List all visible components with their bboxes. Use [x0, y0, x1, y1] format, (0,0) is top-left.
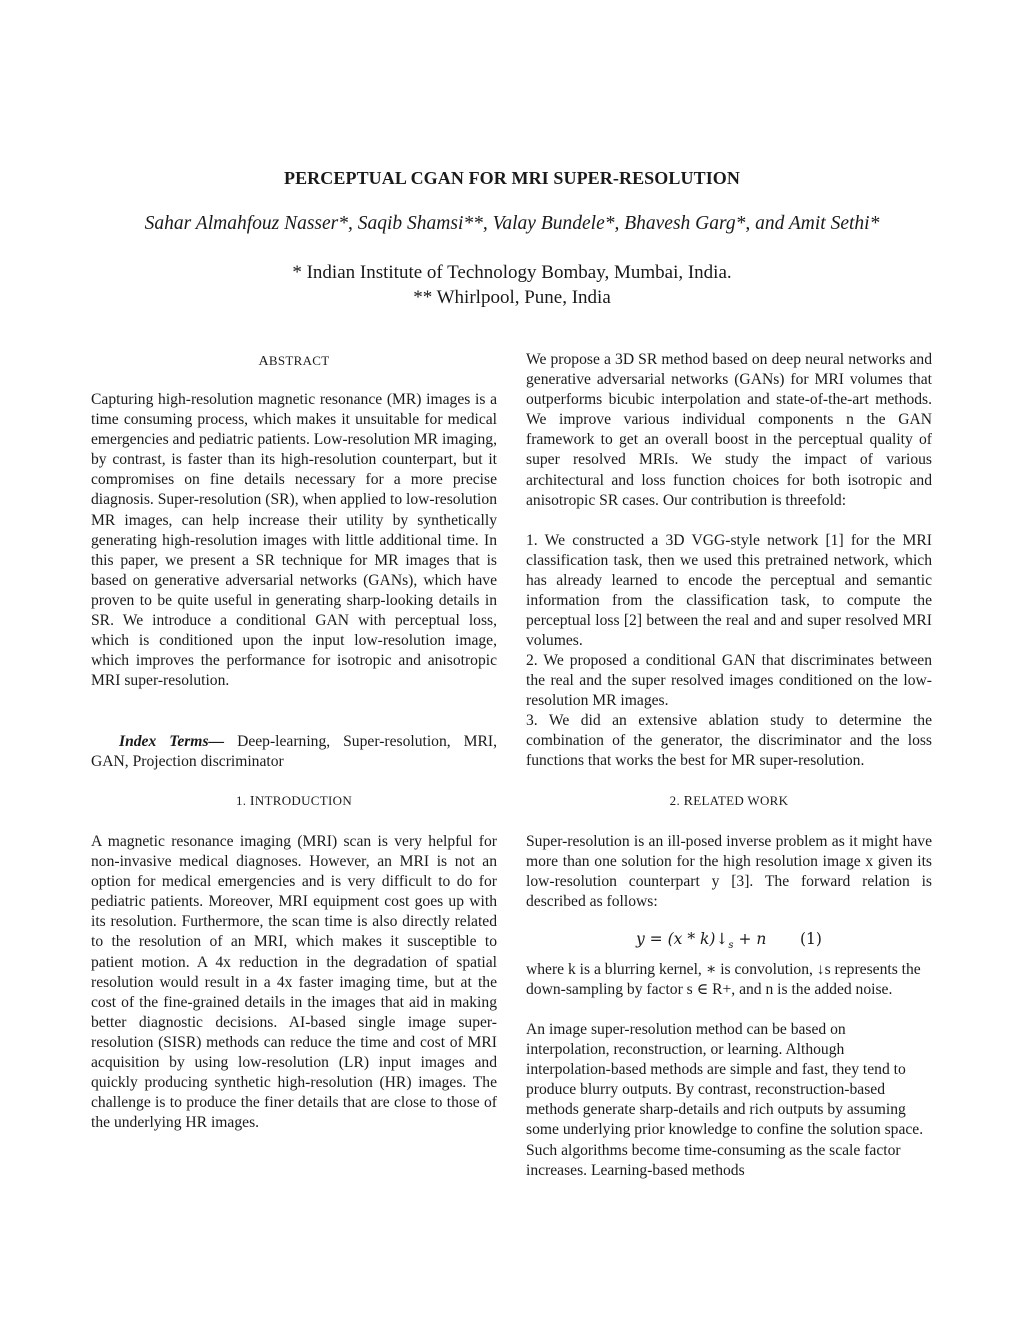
abstract-heading	[91, 353, 497, 370]
index-terms-list: Deep-learning, Super-resolution, MRI, GAN, Projection discriminator	[91, 733, 497, 771]
equation-number: (1)	[800, 930, 822, 948]
affiliation-1: * Indian Institute of Technology Bombay, Mumbai, India.	[292, 262, 732, 283]
related-work-text-1: Super-resolution is an ill-posed inverse problem as it might have more than one solution for the high resolution image x given its low-resolution counterpart y [3]. The forward relation is described as follows:	[526, 833, 932, 911]
author-list: Sahar Almahfouz Nasser*, Saqib Shamsi**, Valay Bundele*, Bhavesh Garg*, and Amit Sethi*	[144, 213, 880, 234]
introduction-text: A magnetic resonance imaging (MRI) scan is very helpful for non-invasive medical diagnoses. However, an MRI is not an option for medical emergencies and is very difficult to do for pediatric patients. Moreover, MRI equipment cost goes up with its resolution. Furthermore, the scan time is also directly related to the resolution of an MRI, which makes it susceptible to patient motion. A 4x reduction in the degradation of spatial resolution would result in a 4x faster imaging time, but at the cost of the fine-grained details in the images that aid in making better diagnostic decisions. AI-based single image super-resolution (SISR) methods can reduce the time and cost of MRI acquisition by using low-resolution (LR) input images and quickly producing synthetic high-resolution (HR) images. The challenge is to produce the finer details that are close to those of the underlying HR images.	[91, 833, 497, 1132]
contribution-intro: We propose a 3D SR method based on deep neural networks and generative adversarial networks (GANs) for MRI volumes that outperforms bicubic interpolation and state-of-the-art methods. We improve various individual components n the GAN framework to get an overall boost in the perceptual quality of super resolved MRIs. We study the impact of various architectural and loss function choices for both isotropic and anisotropic SR cases. Our contribution is threefold:	[526, 351, 932, 509]
related-work-heading-rest: ELATED WORK	[693, 793, 789, 808]
abstract-heading-rest: BSTRACT	[268, 353, 330, 368]
index-terms-label: Index Terms—	[119, 733, 225, 750]
abstract-heading-initial: A	[258, 354, 269, 369]
contribution-item-1: 1. We constructed a 3D VGG-style network [1] for the MRI classification task, then we used this pretrained network, which has already learned to encode the perceptual and semantic information from the classification task, to compute the perceptual loss [2] between the real and and super resolved MRI volumes.	[526, 532, 932, 650]
related-work-heading-initial: R	[683, 794, 694, 809]
equation-rhs: + n	[733, 930, 767, 948]
affiliation-2: ** Whirlpool, Pune, India	[413, 287, 611, 308]
related-work-text-3: An image super-resolution method can be based on interpolation, reconstruction, or learning. Although interpolation-based methods are simple and fast, they tend to produce blurry outputs. By contrast, reconstruction-based methods generate sharp-details and rich outputs by assuming some underlying prior knowledge to confine the solution space. Such algorithms become time-consuming as the scale factor increases. Learning-based methods	[526, 1021, 924, 1179]
equation-lhs: y = (x * k)↓	[636, 930, 729, 948]
related-work-heading-number: 2.	[669, 793, 684, 808]
equation-subscript: s	[728, 940, 734, 952]
index-terms	[91, 732, 497, 772]
related-work-text-2: where k is a blurring kernel, ∗ is convolution, ↓s represents the down-sampling by factor s ∈ R+, and n is the added noise.	[526, 961, 921, 999]
abstract-text: Capturing high-resolution magnetic resonance (MR) images is a time consuming process, which makes it unsuitable for medical emergencies and pediatric patients. Low-resolution MR imaging, by contrast, is faster than its high-resolution counterpart, but it compromises on fine details necessary for a more precise diagnosis. Super-resolution (SR), when applied to low-resolution MR images, can help increase their utility by synthetically generating high-resolution images with little additional time. In this paper, we present a SR technique for MR images that is based on generative adversarial networks (GANs), which have proven to be quite useful in generating sharp-looking details in SR. We introduce a conditional GAN with perceptual loss, which is conditioned upon the input low-resolution image, which improves the performance for isotropic and anisotropic MRI super-resolution.	[91, 391, 497, 690]
introduction-heading-initial: I	[249, 794, 255, 809]
related-work-heading	[526, 793, 932, 810]
contribution-item-2: 2. We proposed a conditional GAN that discriminates between the real and the super resolved images conditioned on the low-resolution MR images.	[526, 652, 932, 710]
contribution-item-3: 3. We did an extensive ablation study to determine the combination of the generator, the discriminator and the loss functions that works the best for MR super-resolution.	[526, 712, 932, 770]
equation-formula	[636, 930, 766, 951]
introduction-heading	[91, 793, 497, 810]
introduction-heading-rest: NTRODUCTION	[254, 793, 353, 808]
paper-title: PERCEPTUAL CGAN FOR MRI SUPER-RESOLUTION	[283, 168, 741, 188]
introduction-heading-number: 1.	[235, 793, 250, 808]
